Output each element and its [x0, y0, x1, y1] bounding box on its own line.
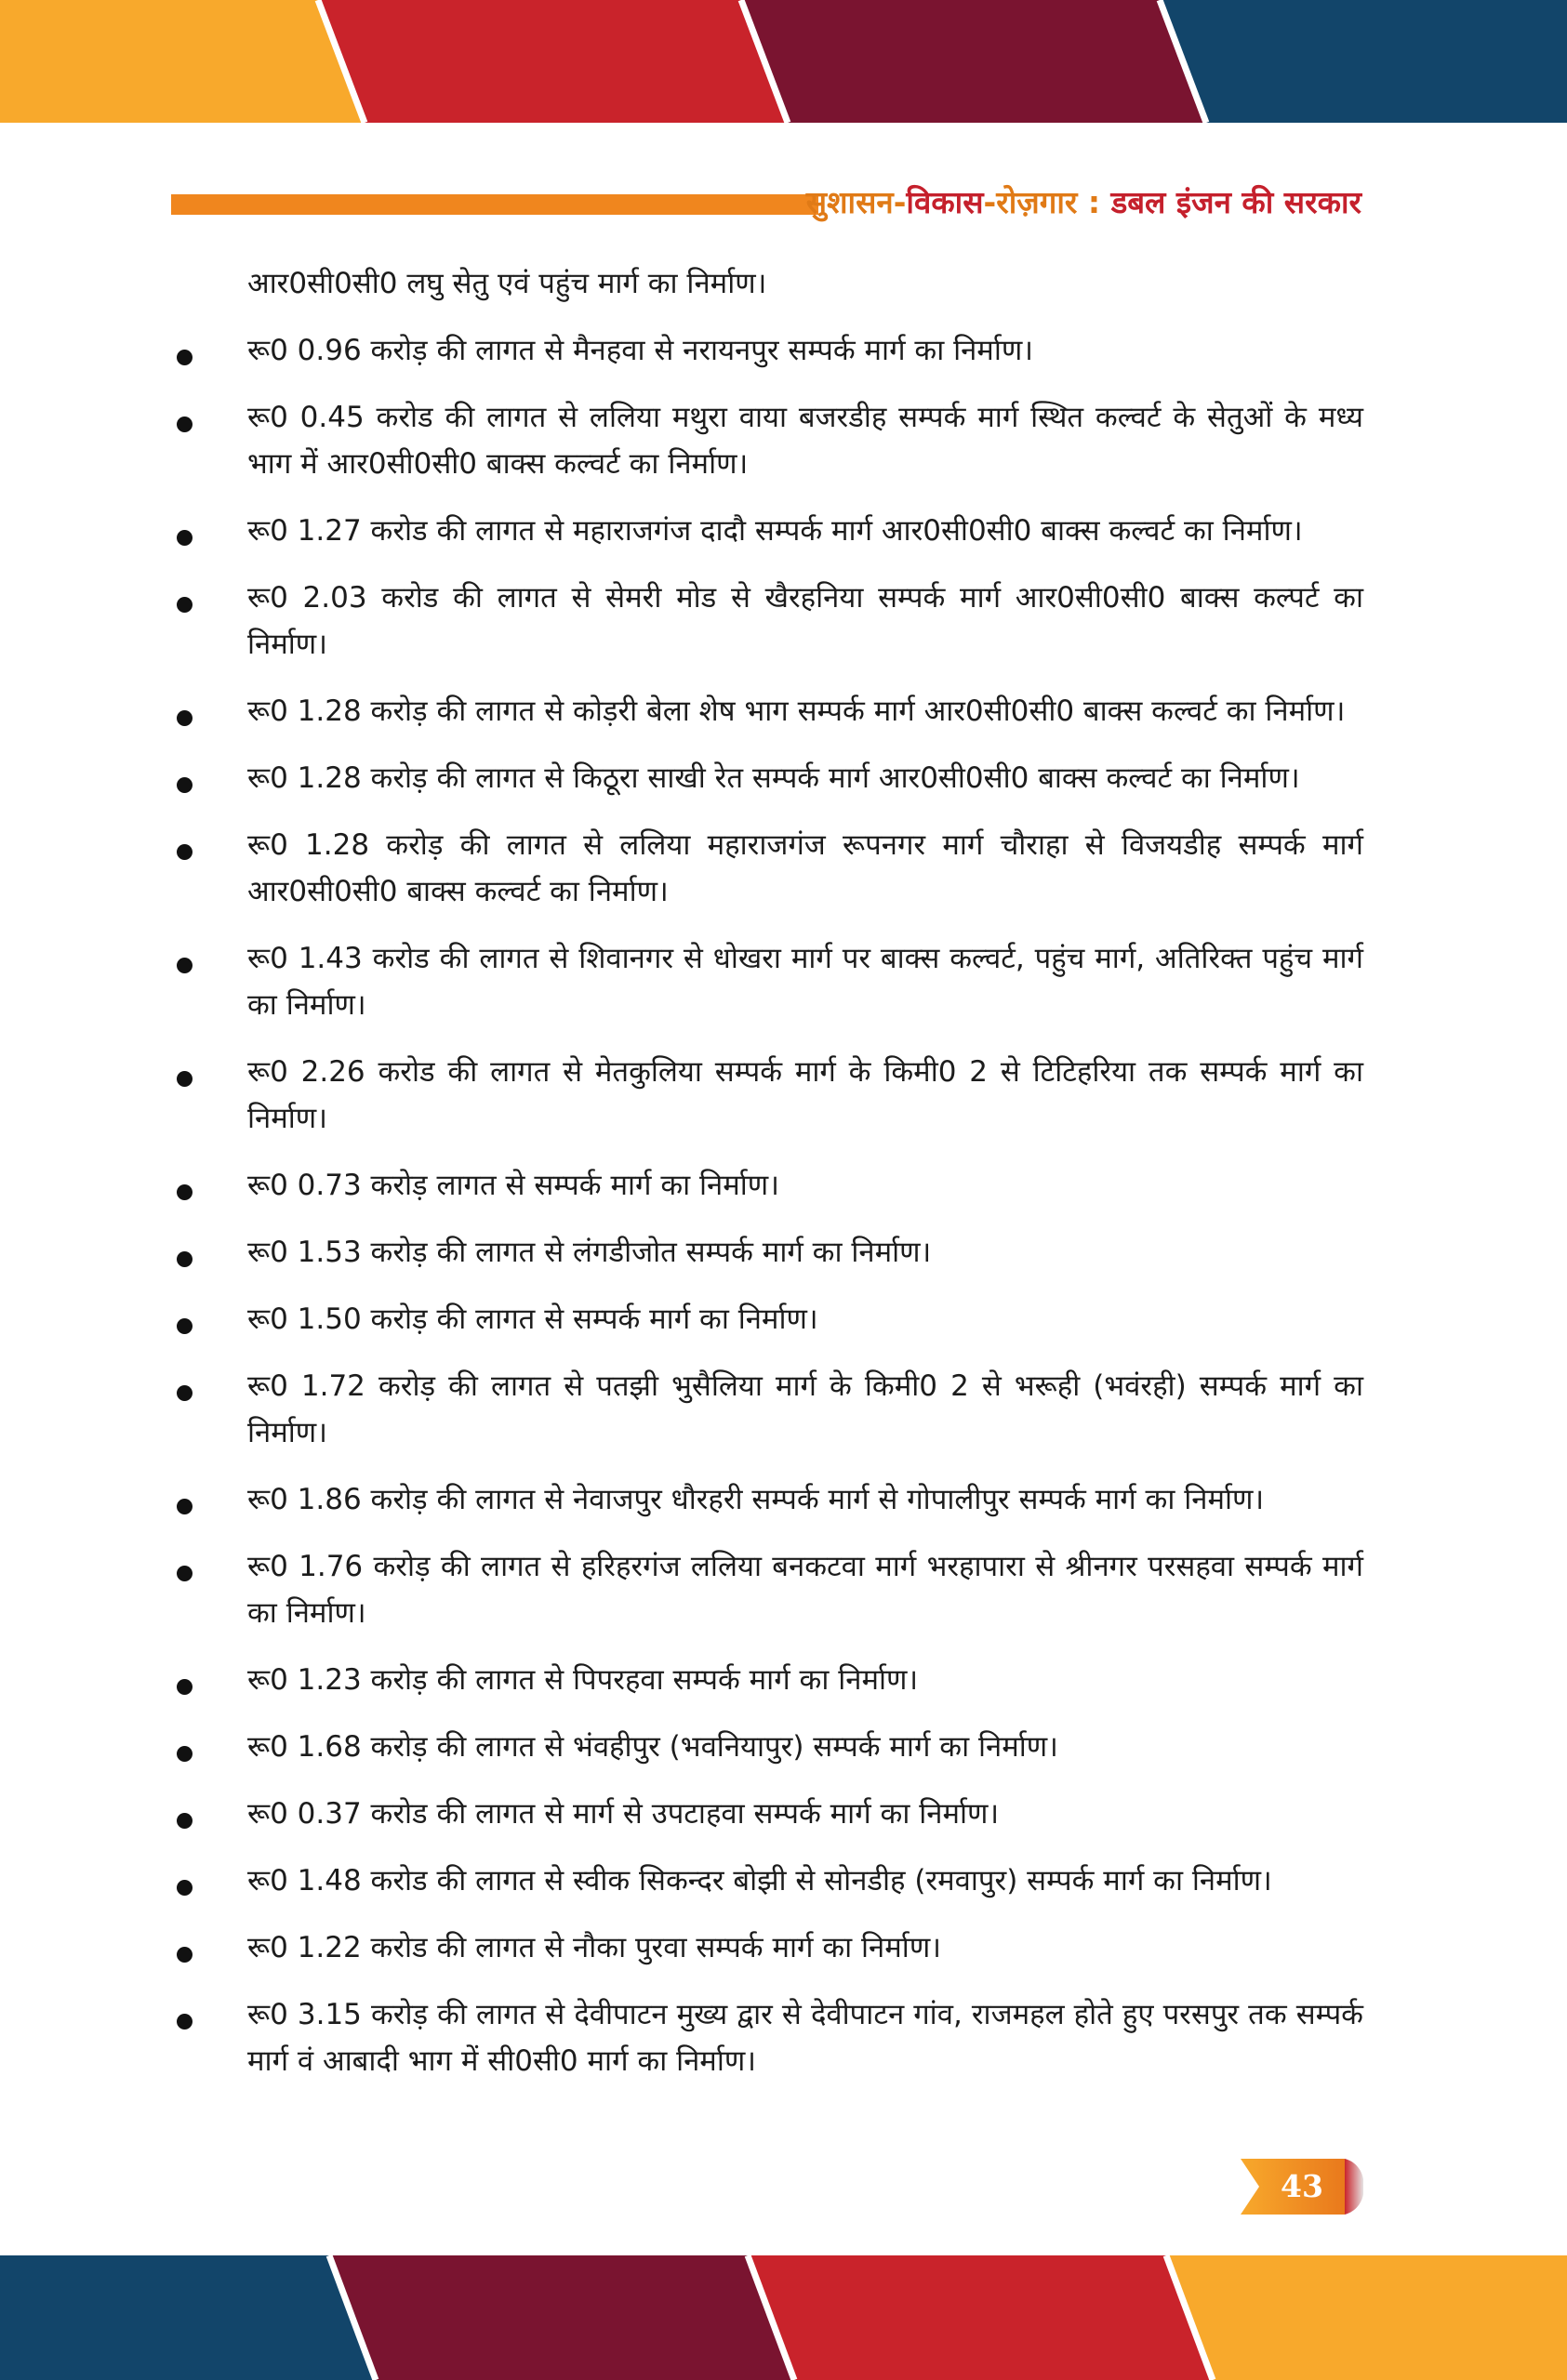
list-item [177, 1858, 1363, 1904]
list-item [177, 755, 1363, 801]
page-number: 43 [1281, 2168, 1323, 2204]
header-title-part3: -रोज़गार : [983, 184, 1111, 220]
list-item-text: रू0 2.03 करोड की लागत से सेमरी मोड से खैरहनिया सम्पर्क मार्ग आर0सी0सी0 बाक्स कल्पर्ट का निर्माण। [247, 581, 1363, 661]
bullet-icon [177, 710, 193, 726]
list-item-text: रू0 1.28 करोड़ की लागत से किठूरा साखी रेत सम्पर्क मार्ग आर0सी0सी0 बाक्स कल्वर्ट का निर्माण। [247, 761, 1300, 795]
bullet-icon [177, 1679, 193, 1695]
bullet-icon [177, 958, 193, 973]
bullet-icon [177, 1813, 193, 1829]
list-item [177, 394, 1363, 487]
list-item-text: रू0 1.76 करोड़ की लागत से हरिहरगंज ललिया बनकटवा मार्ग भरहापारा से श्रीनगर परसहवा सम्पर्क मार्ग का निर्माण। [247, 1550, 1363, 1630]
list-item [177, 1924, 1363, 1971]
list-item-text: रू0 1.28 करोड़ की लागत से कोड़री बेला शेष भाग सम्पर्क मार्ग आर0सी0सी0 बाक्स कल्वर्ट का निर्माण। [247, 694, 1346, 728]
list-item-text: रू0 0.45 करोड की लागत से ललिया मथुरा वाया बजरडीह सम्पर्क मार्ग स्थित कल्वर्ट के सेतुओं के मध्य भाग में आर0सी0सी0 बाक्स कल्वर्ट का निर्माण। [247, 401, 1363, 481]
bullet-icon [177, 1499, 193, 1514]
list-item-text: रू0 1.72 करोड़ की लागत से पतझी भुसैलिया मार्ग के किमी0 2 से भरूही (भवंरही) सम्पर्क मार्ग का निर्माण। [247, 1369, 1363, 1449]
list-item [177, 1791, 1363, 1837]
list-item-text: रू0 1.43 करोड की लागत से शिवानगर से धोखरा मार्ग पर बाक्स कल्वर्ट, पहुंच मार्ग, अतिरिक्त पहुंच मार्ग का निर्माण। [247, 942, 1363, 1022]
list-item-text: रू0 1.48 करोड की लागत से स्वीक सिकन्दर बोझी से सोनडीह (रमवापुर) सम्पर्क मार्ग का निर्माण। [247, 1864, 1272, 1897]
bullet-icon [177, 1071, 193, 1087]
bullet-icon [177, 1385, 193, 1401]
bullet-icon [177, 1746, 193, 1762]
list-item-text: रू0 1.50 करोड़ की लागत से सम्पर्क मार्ग का निर्माण। [247, 1302, 818, 1336]
list-item [177, 1162, 1363, 1209]
list-item-text: रू0 0.73 करोड़ लागत से सम्पर्क मार्ग का निर्माण। [247, 1169, 779, 1202]
bullet-icon [177, 597, 193, 613]
continued-line: आर0सी0सी0 लघु सेतु एवं पहुंच मार्ग का निर्माण। [247, 267, 767, 300]
bullet-icon [177, 1318, 193, 1334]
project-list [177, 327, 1363, 2084]
list-item-text: रू0 0.96 करोड़ की लागत से मैनहवा से नरायनपुर सम्पर्क मार्ग का निर्माण। [247, 334, 1034, 367]
list-item-text: रू0 1.23 करोड़ की लागत से पिपरहवा सम्पर्क मार्ग का निर्माण। [247, 1663, 919, 1697]
list-item-text: रू0 3.15 करोड़ की लागत से देवीपाटन मुख्य द्वार से देवीपाटन गांव, राजमहल होते हुए परसपुर तक सम्पर्क मार्ग वं आबादी भाग में सी0सी0 मार्ग का निर्माण। [247, 1998, 1363, 2078]
list-item [177, 1724, 1363, 1770]
list-item [177, 327, 1363, 374]
bullet-icon [177, 1880, 193, 1896]
list-item-text: रू0 1.27 करोड की लागत से महाराजगंज दादौ सम्पर्क मार्ग आर0सी0सी0 बाक्स कल्वर्ट का निर्माण। [247, 514, 1303, 548]
page-number-badge [1241, 2159, 1363, 2215]
bullet-icon [177, 530, 193, 546]
page-content [177, 260, 1363, 2105]
header-title [806, 182, 1361, 223]
list-item [177, 935, 1363, 1028]
bullet-icon [177, 350, 193, 365]
list-item [177, 688, 1363, 734]
list-item [177, 575, 1363, 668]
list-item-text: रू0 0.37 करोड की लागत से मार्ग से उपटाहवा सम्पर्क मार्ग का निर्माण। [247, 1797, 1000, 1831]
bullet-icon [177, 777, 193, 793]
list-item-text: रू0 2.26 करोड की लागत से मेतकुलिया सम्पर्क मार्ग के किमी0 2 से टिटिहरिया तक सम्पर्क मार्ग का निर्माण। [247, 1055, 1363, 1135]
list-item-text: रू0 1.68 करोड़ की लागत से भंवहीपुर (भवनियापुर) सम्पर्क मार्ग का निर्माण। [247, 1730, 1058, 1764]
bottom-color-band [0, 2255, 1567, 2378]
list-item [177, 508, 1363, 554]
header-rule [171, 194, 818, 215]
header-title-part1: सुशासन- [805, 184, 907, 220]
bullet-icon [177, 416, 193, 432]
list-item [177, 1363, 1363, 1456]
bullet-icon [177, 1184, 193, 1200]
list-item-text: रू0 1.86 करोड़ की लागत से नेवाजपुर धौरहरी सम्पर्क मार्ग से गोपालीपुर सम्पर्क मार्ग का निर्माण। [247, 1483, 1265, 1516]
bullet-icon [177, 1947, 193, 1963]
header-title-part2: विकास [906, 184, 984, 220]
header-title-part4: डबल इंजन की सरकार [1110, 184, 1361, 220]
list-item [177, 1476, 1363, 1523]
bullet-icon [177, 2014, 193, 2030]
list-item [177, 1657, 1363, 1703]
bullet-icon [177, 1566, 193, 1581]
list-item [177, 1991, 1363, 2084]
list-item [177, 1049, 1363, 1142]
bullet-icon [177, 844, 193, 860]
list-item [177, 1543, 1363, 1636]
list-item [177, 822, 1363, 915]
list-item-text: रू0 1.53 करोड़ की लागत से लंगडीजोत सम्पर्क मार्ग का निर्माण। [247, 1236, 932, 1269]
list-item [177, 1229, 1363, 1276]
list-item-text: रू0 1.22 करोड की लागत से नौका पुरवा सम्पर्क मार्ग का निर्माण। [247, 1931, 941, 1964]
top-color-band [0, 0, 1567, 123]
running-header [171, 182, 1361, 223]
list-item-text: रू0 1.28 करोड़ की लागत से ललिया महाराजगंज रूपनगर मार्ग चौराहा से विजयडीह सम्पर्क मार्ग आर0सी0सी0 बाक्स कल्वर्ट का निर्माण। [247, 828, 1363, 908]
bullet-icon [177, 1251, 193, 1267]
list-item [177, 1296, 1363, 1342]
